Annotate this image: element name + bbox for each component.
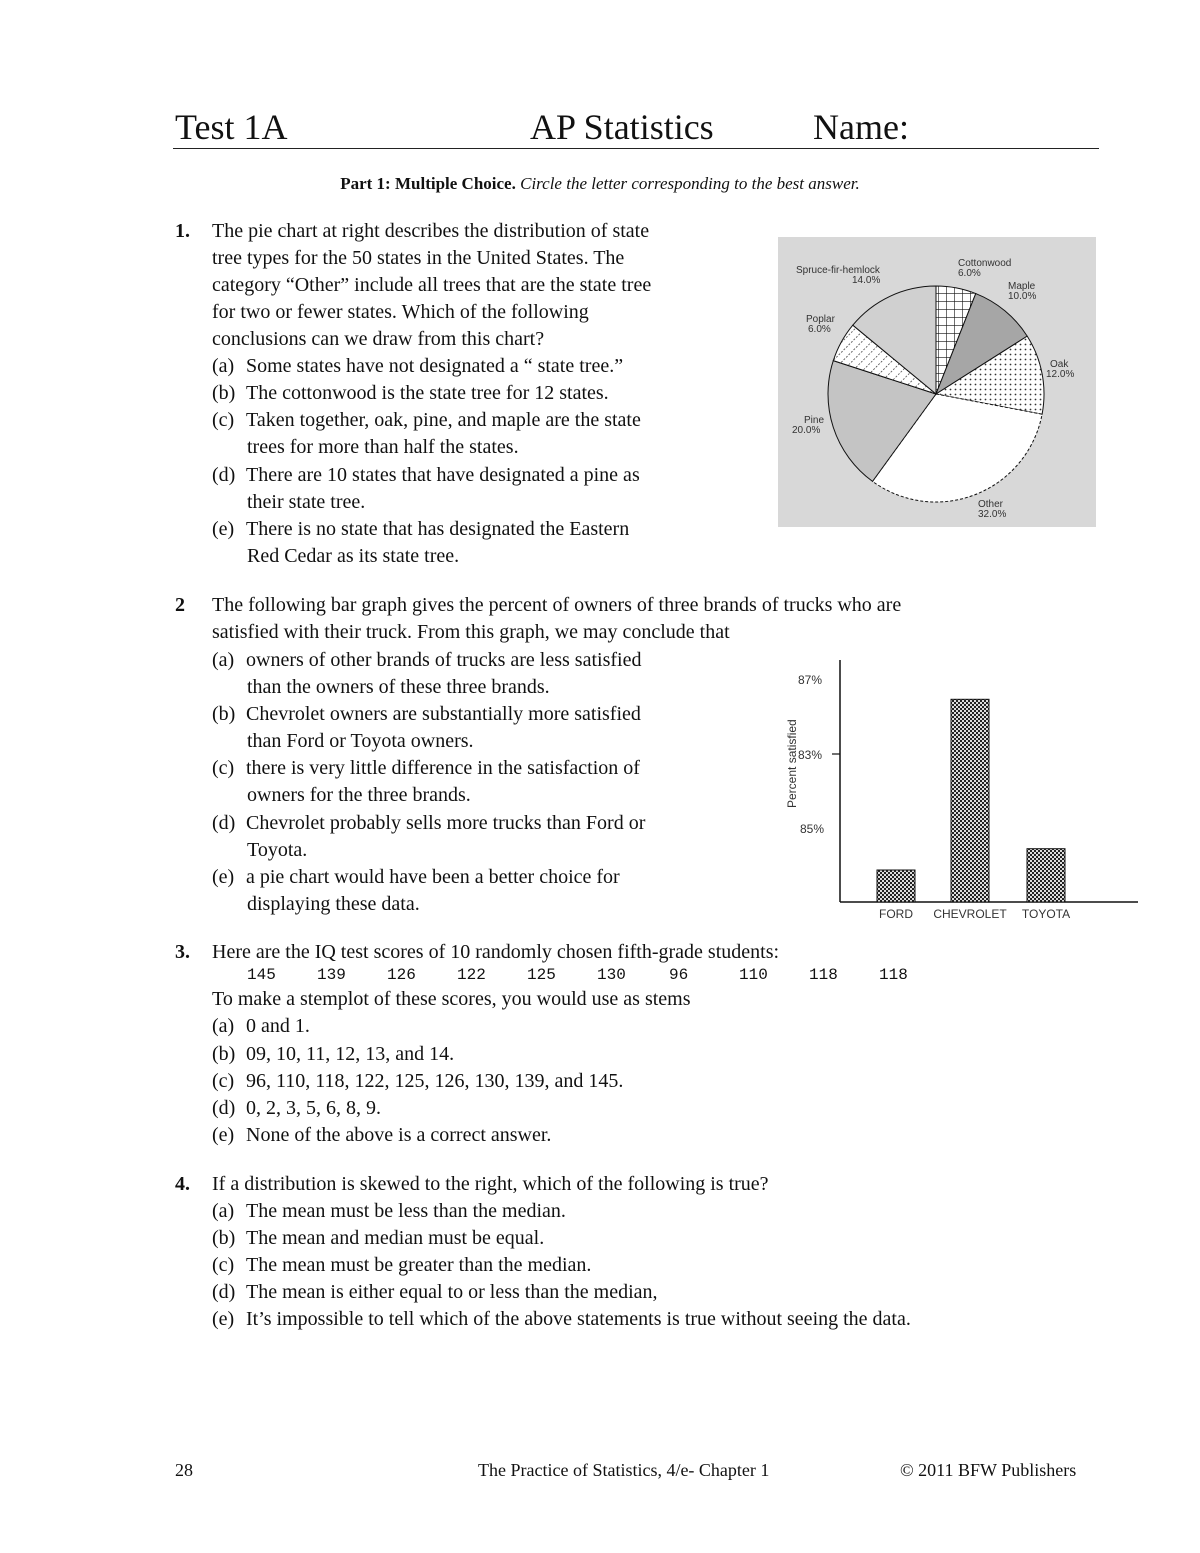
test-title: Test 1A — [175, 107, 288, 147]
pie-label-poplar: Poplar 6.0% — [806, 314, 835, 335]
option-c[interactable] — [212, 407, 641, 434]
score: 96 — [669, 966, 689, 984]
option-b[interactable] — [212, 1225, 544, 1252]
pie-label-pine: Pine 20.0% — [792, 415, 825, 436]
option-label: (c) — [212, 1254, 235, 1276]
option-label: (e) — [212, 1124, 235, 1146]
bar-ford — [877, 870, 915, 902]
question-number: 3. — [175, 941, 190, 963]
option-label: (b) — [212, 382, 236, 404]
option-text-cont: than the owners of these three brands. — [247, 676, 550, 698]
x-tick-label: FORD — [879, 907, 913, 921]
part-instruction: Circle the letter corresponding to the best answer. — [520, 174, 860, 193]
score: 110 — [739, 966, 768, 984]
question-text: for two or fewer states. Which of the following — [212, 301, 589, 323]
y-tick-label: 87% — [798, 673, 823, 687]
question-text: tree types for the 50 states in the United States. The — [212, 247, 625, 269]
score: 126 — [387, 966, 416, 984]
option-c[interactable] — [212, 1252, 591, 1279]
copyright: © 2011 BFW Publishers — [900, 1460, 1077, 1480]
option-c[interactable] — [212, 1068, 623, 1095]
x-tick-label: CHEVROLET — [933, 907, 1007, 921]
score: 125 — [527, 966, 556, 984]
part-title: Part 1: Multiple Choice. — [340, 174, 516, 193]
option-label: (e) — [212, 866, 235, 888]
option-label: (b) — [212, 1227, 236, 1249]
option-e[interactable] — [212, 864, 620, 891]
option-text: a pie chart would have been a better choice for — [246, 866, 620, 888]
option-text-cont: Toyota. — [247, 839, 308, 861]
option-label: (c) — [212, 1070, 235, 1092]
option-label: (a) — [212, 1200, 235, 1222]
question-text: category “Other” include all trees that are the state tree — [212, 274, 652, 296]
option-label: (e) — [212, 518, 235, 540]
option-label: (e) — [212, 1308, 235, 1330]
y-tick-label: 85% — [800, 822, 825, 836]
question-text: Here are the IQ test scores of 10 randomly chosen fifth-grade students: — [212, 941, 780, 963]
option-label: (c) — [212, 409, 235, 431]
question-number: 1. — [175, 220, 190, 242]
option-b[interactable] — [212, 701, 641, 728]
score: 145 — [247, 966, 276, 984]
score: 118 — [809, 966, 838, 984]
option-text: None of the above is a correct answer. — [246, 1124, 552, 1146]
option-e[interactable] — [212, 1122, 551, 1149]
option-label: (d) — [212, 1097, 236, 1119]
score: 130 — [597, 966, 626, 984]
question-text: The pie chart at right describes the distribution of state — [212, 220, 650, 242]
page-number: 28 — [175, 1460, 193, 1480]
score: 118 — [879, 966, 908, 984]
option-text-cont: their state tree. — [247, 491, 366, 513]
option-text: There are 10 states that have designated a pine as — [246, 464, 640, 486]
header-rule — [173, 148, 1099, 149]
option-text: The mean is either equal to or less than the median, — [246, 1281, 658, 1303]
question-text: conclusions can we draw from this chart? — [212, 328, 545, 350]
name-label: Name: — [813, 107, 909, 147]
option-text: Taken together, oak, pine, and maple are the state — [246, 409, 641, 431]
option-label: (c) — [212, 757, 235, 779]
option-text: The cottonwood is the state tree for 12 states. — [246, 382, 609, 404]
question-text: satisfied with their truck. From this graph, we may conclude that — [212, 621, 730, 643]
option-text: 96, 110, 118, 122, 125, 126, 130, 139, and 145. — [246, 1070, 624, 1092]
option-d[interactable] — [212, 462, 640, 489]
option-label: (d) — [212, 464, 236, 486]
option-text-cont: than Ford or Toyota owners. — [247, 730, 474, 752]
option-text: The mean and median must be equal. — [246, 1227, 545, 1249]
option-text: 09, 10, 11, 12, 13, and 14. — [246, 1043, 455, 1065]
bar-chevrolet — [951, 699, 989, 902]
option-a[interactable] — [212, 647, 641, 674]
question-number: 2 — [175, 594, 185, 616]
course-title: AP Statistics — [530, 107, 714, 147]
bar-chart — [770, 650, 1140, 925]
question-text: If a distribution is skewed to the right, which of the following is true? — [212, 1173, 769, 1195]
option-text: It’s impossible to tell which of the above statements is true without seeing the data. — [246, 1308, 911, 1330]
option-text: owners of other brands of trucks are less satisfied — [246, 649, 642, 671]
option-text-cont: Red Cedar as its state tree. — [247, 545, 460, 567]
question-text: The following bar graph gives the percent of owners of three brands of trucks who are — [212, 594, 902, 616]
option-label: (a) — [212, 649, 235, 671]
option-text: There is no state that has designated the Eastern — [246, 518, 630, 540]
score: 139 — [317, 966, 346, 984]
pie-label-spruce: Spruce-fir-hemlock 14.0% — [796, 265, 881, 286]
option-label: (d) — [212, 1281, 236, 1303]
option-label: (b) — [212, 1043, 236, 1065]
question-number: 4. — [175, 1173, 190, 1195]
iq-scores — [247, 966, 929, 984]
y-tick-label: 83% — [798, 748, 823, 762]
option-a[interactable] — [212, 1013, 310, 1040]
option-text: there is very little difference in the satisfaction of — [246, 757, 640, 779]
option-text: Chevrolet probably sells more trucks than Ford or — [246, 812, 646, 834]
option-text: Some states have not designated a “ state tree.” — [246, 355, 624, 377]
option-d[interactable] — [212, 1279, 658, 1306]
option-text: Chevrolet owners are substantially more satisfied — [246, 703, 641, 725]
option-text: The mean must be greater than the median. — [246, 1254, 592, 1276]
question-text: To make a stemplot of these scores, you would use as stems — [212, 988, 691, 1010]
option-label: (b) — [212, 703, 236, 725]
option-c[interactable] — [212, 755, 640, 782]
option-text-cont: displaying these data. — [247, 893, 420, 915]
option-e[interactable] — [212, 1306, 911, 1333]
option-b[interactable] — [212, 380, 609, 407]
y-axis-label: Percent satisfied — [785, 719, 799, 808]
option-label: (d) — [212, 812, 236, 834]
option-d[interactable] — [212, 810, 645, 837]
pie-chart — [778, 237, 1096, 527]
pie-label-maple: Maple 10.0% — [1008, 281, 1037, 302]
option-text-cont: owners for the three brands. — [247, 784, 471, 806]
option-text: The mean must be less than the median. — [246, 1200, 566, 1222]
pie-label-cottonwood: Cottonwood 6.0% — [958, 258, 1012, 279]
option-d[interactable] — [212, 1095, 381, 1122]
bar-toyota — [1027, 849, 1065, 902]
score: 122 — [457, 966, 486, 984]
option-a[interactable] — [212, 1198, 566, 1225]
option-text: 0, 2, 3, 5, 6, 8, 9. — [246, 1097, 381, 1119]
pie-label-oak: Oak 12.0% — [1046, 359, 1075, 380]
option-label: (a) — [212, 355, 235, 377]
book-title: The Practice of Statistics, 4/e- Chapter 1 — [478, 1460, 770, 1480]
option-b[interactable] — [212, 1041, 454, 1068]
option-e[interactable] — [212, 516, 629, 543]
option-text-cont: trees for more than half the states. — [247, 436, 519, 458]
part-heading — [0, 174, 1200, 194]
x-tick-label: TOYOTA — [1021, 907, 1071, 921]
option-a[interactable] — [212, 353, 623, 380]
pie-label-other: Other 32.0% — [978, 499, 1007, 520]
option-text: 0 and 1. — [246, 1015, 310, 1037]
option-label: (a) — [212, 1015, 235, 1037]
